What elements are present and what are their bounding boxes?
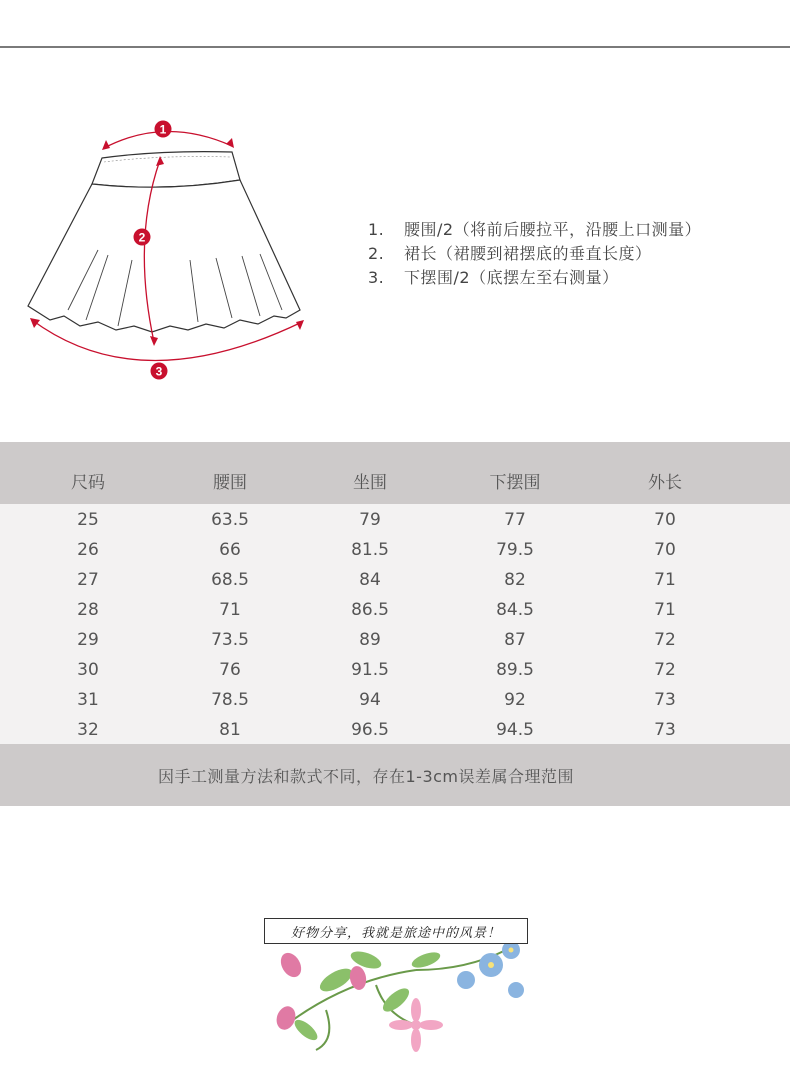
- cell-hip: 96.5: [351, 720, 389, 740]
- cell-size: 31: [77, 690, 99, 710]
- skirt-measurement-diagram: [20, 110, 320, 390]
- measurement-legend: [368, 218, 701, 290]
- cell-hip: 91.5: [351, 660, 389, 680]
- cell-length: 72: [654, 660, 676, 680]
- cell-hip: 81.5: [351, 540, 389, 560]
- legend-item: 3. 下摆围/2（底摆左至右测量）: [368, 268, 619, 287]
- top-divider: [0, 46, 790, 48]
- cell-length: 70: [654, 510, 676, 530]
- slogan-sign: [264, 918, 528, 944]
- cell-length: 73: [654, 720, 676, 740]
- cell-length: 71: [654, 570, 676, 590]
- cell-waist: 63.5: [211, 510, 249, 530]
- cell-length: 70: [654, 540, 676, 560]
- header-waist: 腰围: [213, 473, 247, 493]
- cell-waist: 71: [219, 600, 241, 620]
- marker-3-label: 3: [155, 364, 163, 379]
- cell-size: 26: [77, 540, 99, 560]
- cell-hem: 92: [504, 690, 526, 710]
- cell-waist: 81: [219, 720, 241, 740]
- skirt-waistband: [92, 152, 240, 188]
- cell-size: 25: [77, 510, 99, 530]
- cell-hip: 79: [359, 510, 381, 530]
- cell-length: 72: [654, 630, 676, 650]
- header-length: 外长: [648, 473, 682, 493]
- cell-length: 73: [654, 690, 676, 710]
- flower-decoration: [266, 930, 536, 1055]
- legend-item: 1. 腰围/2（将前后腰拉平，沿腰上口测量）: [368, 220, 702, 239]
- cell-hem: 77: [504, 510, 526, 530]
- cell-hem: 87: [504, 630, 526, 650]
- cell-hem: 82: [504, 570, 526, 590]
- cell-hem: 79.5: [496, 540, 534, 560]
- cell-size: 32: [77, 720, 99, 740]
- header-hip: 坐围: [353, 473, 387, 493]
- cell-hip: 86.5: [351, 600, 389, 620]
- cell-waist: 78.5: [211, 690, 249, 710]
- cell-size: 30: [77, 660, 99, 680]
- cell-hip: 84: [359, 570, 381, 590]
- header-size: 尺码: [71, 473, 105, 493]
- cell-hip: 94: [359, 690, 381, 710]
- marker-2-label: 2: [138, 230, 146, 245]
- cell-waist: 76: [219, 660, 241, 680]
- note-bar: [0, 744, 790, 806]
- legend-item: 2. 裙长（裙腰到裙摆底的垂直长度）: [368, 244, 652, 263]
- measurement-note: 因手工测量方法和款式不同，存在1-3cm误差属合理范围: [157, 766, 575, 786]
- cell-hip: 89: [359, 630, 381, 650]
- cell-size: 28: [77, 600, 99, 620]
- cell-waist: 66: [219, 540, 241, 560]
- cell-waist: 73.5: [211, 630, 249, 650]
- cell-hem: 89.5: [496, 660, 534, 680]
- header-hem: 下摆围: [489, 473, 541, 493]
- cell-length: 71: [654, 600, 676, 620]
- cell-waist: 68.5: [211, 570, 249, 590]
- slogan-text: 好物分享，我就是旅途中的风景！: [290, 925, 501, 941]
- cell-size: 27: [77, 570, 99, 590]
- cell-hem: 84.5: [496, 600, 534, 620]
- marker-1-label: 1: [159, 122, 167, 137]
- cell-hem: 94.5: [496, 720, 534, 740]
- cell-size: 29: [77, 630, 99, 650]
